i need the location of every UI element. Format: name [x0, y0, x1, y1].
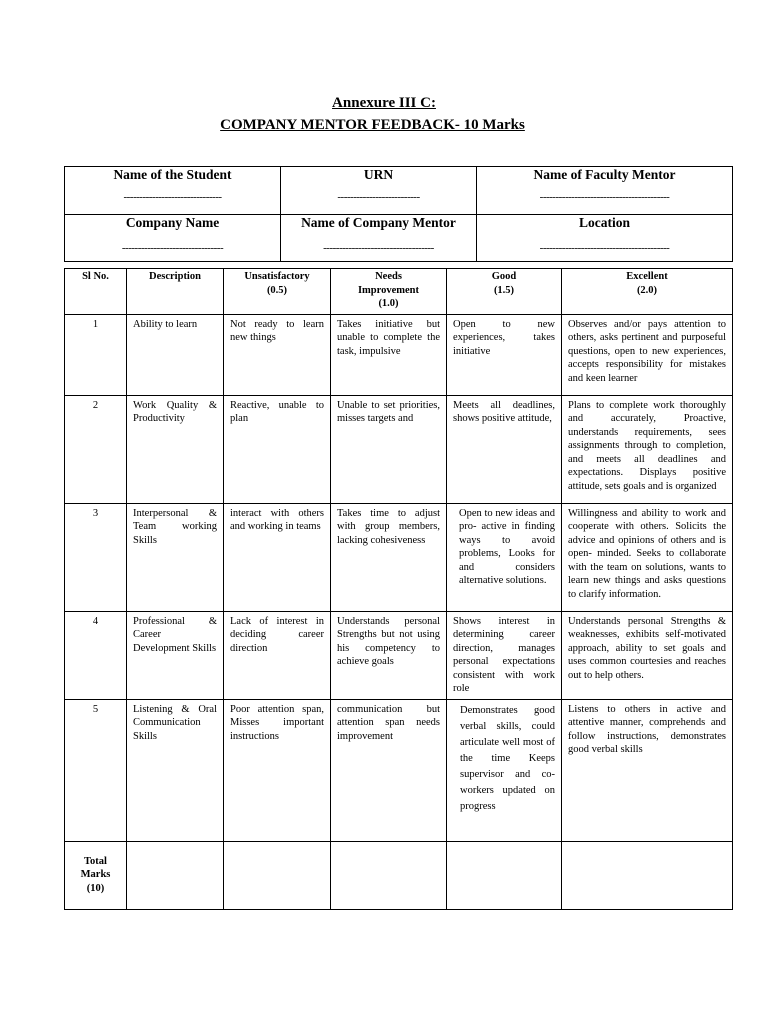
row-sl-no: 2	[65, 395, 127, 503]
excellent-label: Excellent	[626, 271, 668, 282]
row-unsatisfactory: Reactive, unable to plan	[224, 395, 331, 503]
total-line2: Marks	[80, 869, 111, 881]
student-name-blank: -------------------------------	[123, 191, 222, 203]
row-good: Shows interest in determining career direction, manages personal expectations consistent with work role	[447, 611, 562, 699]
header-unsatisfactory	[224, 269, 331, 315]
row-description: Listening & Oral Communication Skills	[127, 699, 224, 841]
needs-label-line2: Improvement	[357, 284, 420, 296]
row-sl-no: 5	[65, 699, 127, 841]
row-description: Work Quality & Productivity	[127, 395, 224, 503]
row-unsatisfactory: Poor attention span, Misses important instructions	[224, 699, 331, 841]
annexure-heading: Annexure III C:	[332, 95, 436, 111]
total-blank-cell[interactable]	[562, 841, 733, 909]
student-name-cell	[65, 167, 281, 215]
row-unsatisfactory: Lack of interest in deciding career direction	[224, 611, 331, 699]
row-good: Meets all deadlines, shows positive attitude,	[447, 395, 562, 503]
company-name-cell	[65, 214, 281, 262]
table-row	[65, 395, 733, 503]
header-description: Description	[127, 269, 224, 315]
row-unsatisfactory: interact with others and working in teams	[224, 503, 331, 611]
table-row	[65, 314, 733, 395]
row-needs-improvement: Unable to set priorities, misses targets and	[331, 395, 447, 503]
total-blank-cell[interactable]	[224, 841, 331, 909]
page-title: COMPANY MENTOR FEEDBACK- 10 Marks	[220, 117, 525, 133]
total-line1: Total	[84, 855, 107, 867]
needs-label-line1: Needs	[375, 271, 402, 282]
student-info-table	[64, 166, 733, 262]
row-unsatisfactory: Not ready to learn new things	[224, 314, 331, 395]
header-needs-improvement	[331, 269, 447, 315]
needs-score: (1.0)	[378, 298, 399, 309]
header-excellent	[562, 269, 733, 315]
company-name-label: Company Name	[125, 214, 220, 230]
urn-cell	[281, 167, 477, 215]
company-mentor-label: Name of Company Mentor	[301, 214, 456, 230]
total-marks-label	[65, 841, 127, 909]
header-sl-no: Sl No.	[65, 269, 127, 315]
unsatisfactory-label: Unsatisfactory	[244, 271, 310, 282]
row-description: Ability to learn	[127, 314, 224, 395]
row-description: Interpersonal & Team working Skills	[127, 503, 224, 611]
row-excellent: Plans to complete work thoroughly and accurately, Proactive, understands requirements, sees assignments through to completion, and meets all deadlines and expectations. Displays positive attitude, sets goals and is organized	[562, 395, 733, 503]
row-good: Demonstrates good verbal skills, could articulate well most of the time Keeps supervisor and co-workers updated on progress	[447, 699, 562, 841]
table-row	[65, 611, 733, 699]
location-blank: -----------------------------------------	[539, 241, 670, 254]
row-sl-no: 3	[65, 503, 127, 611]
unsatisfactory-score: (0.5)	[266, 284, 288, 296]
row-excellent: Willingness and ability to work and cooperate with others. Solicits the advice and opinions of others and is open- minded. Seeks to collaborate with the team on solutions, wants to learn new things and asks questions to clarify information.	[562, 503, 733, 611]
good-label: Good	[491, 271, 517, 282]
row-excellent: Listens to others in active and attentive manner, comprehends and follow instructions, demonstrates good verbal skills	[562, 699, 733, 841]
rubric-header-row	[65, 269, 733, 315]
row-good: Open to new ideas and pro- active in finding ways to avoid problems, Looks for and considers alternative solutions.	[447, 503, 562, 611]
row-needs-improvement: Takes initiative but unable to complete the task, impulsive	[331, 314, 447, 395]
company-mentor-cell	[281, 214, 477, 262]
row-needs-improvement: Takes time to adjust with group members, lacking cohesiveness	[331, 503, 447, 611]
total-blank-cell[interactable]	[447, 841, 562, 909]
faculty-mentor-cell	[477, 167, 733, 215]
table-row	[65, 503, 733, 611]
company-name-blank: --------------------------------	[121, 241, 224, 254]
feedback-rubric-table	[64, 268, 733, 910]
location-cell	[477, 214, 733, 262]
row-description: Professional & Career Development Skills	[127, 611, 224, 699]
row-excellent: Observes and/or pays attention to others, asks pertinent and purposeful questions, open to new experiences, accepts responsibility for mistakes and keen learner	[562, 314, 733, 395]
total-marks-row	[65, 841, 733, 909]
excellent-score: (2.0)	[636, 284, 658, 296]
row-needs-improvement: Understands personal Strengths but not using his competency to achieve goals	[331, 611, 447, 699]
total-blank-cell[interactable]	[331, 841, 447, 909]
faculty-mentor-blank: -----------------------------------------	[539, 191, 670, 203]
total-line3: (10)	[86, 882, 105, 894]
student-name-label: Name of the Student	[113, 167, 232, 182]
table-row	[65, 699, 733, 841]
row-needs-improvement: communication but attention span needs improvement	[331, 699, 447, 841]
location-label: Location	[578, 214, 630, 230]
row-sl-no: 4	[65, 611, 127, 699]
row-good: Open to new experiences, takes initiative	[447, 314, 562, 395]
header-good	[447, 269, 562, 315]
good-score: (1.5)	[493, 284, 515, 296]
faculty-mentor-label: Name of Faculty Mentor	[533, 167, 676, 182]
row-excellent: Understands personal Strengths & weaknesses, exhibits self-motivated approach, ability to set goals and uses common courtesies and reaches out to help others.	[562, 611, 733, 699]
urn-blank: --------------------------	[337, 191, 420, 203]
row-sl-no: 1	[65, 314, 127, 395]
total-blank-cell[interactable]	[127, 841, 224, 909]
company-mentor-blank: -----------------------------------	[323, 241, 434, 254]
urn-label: URN	[363, 167, 394, 182]
